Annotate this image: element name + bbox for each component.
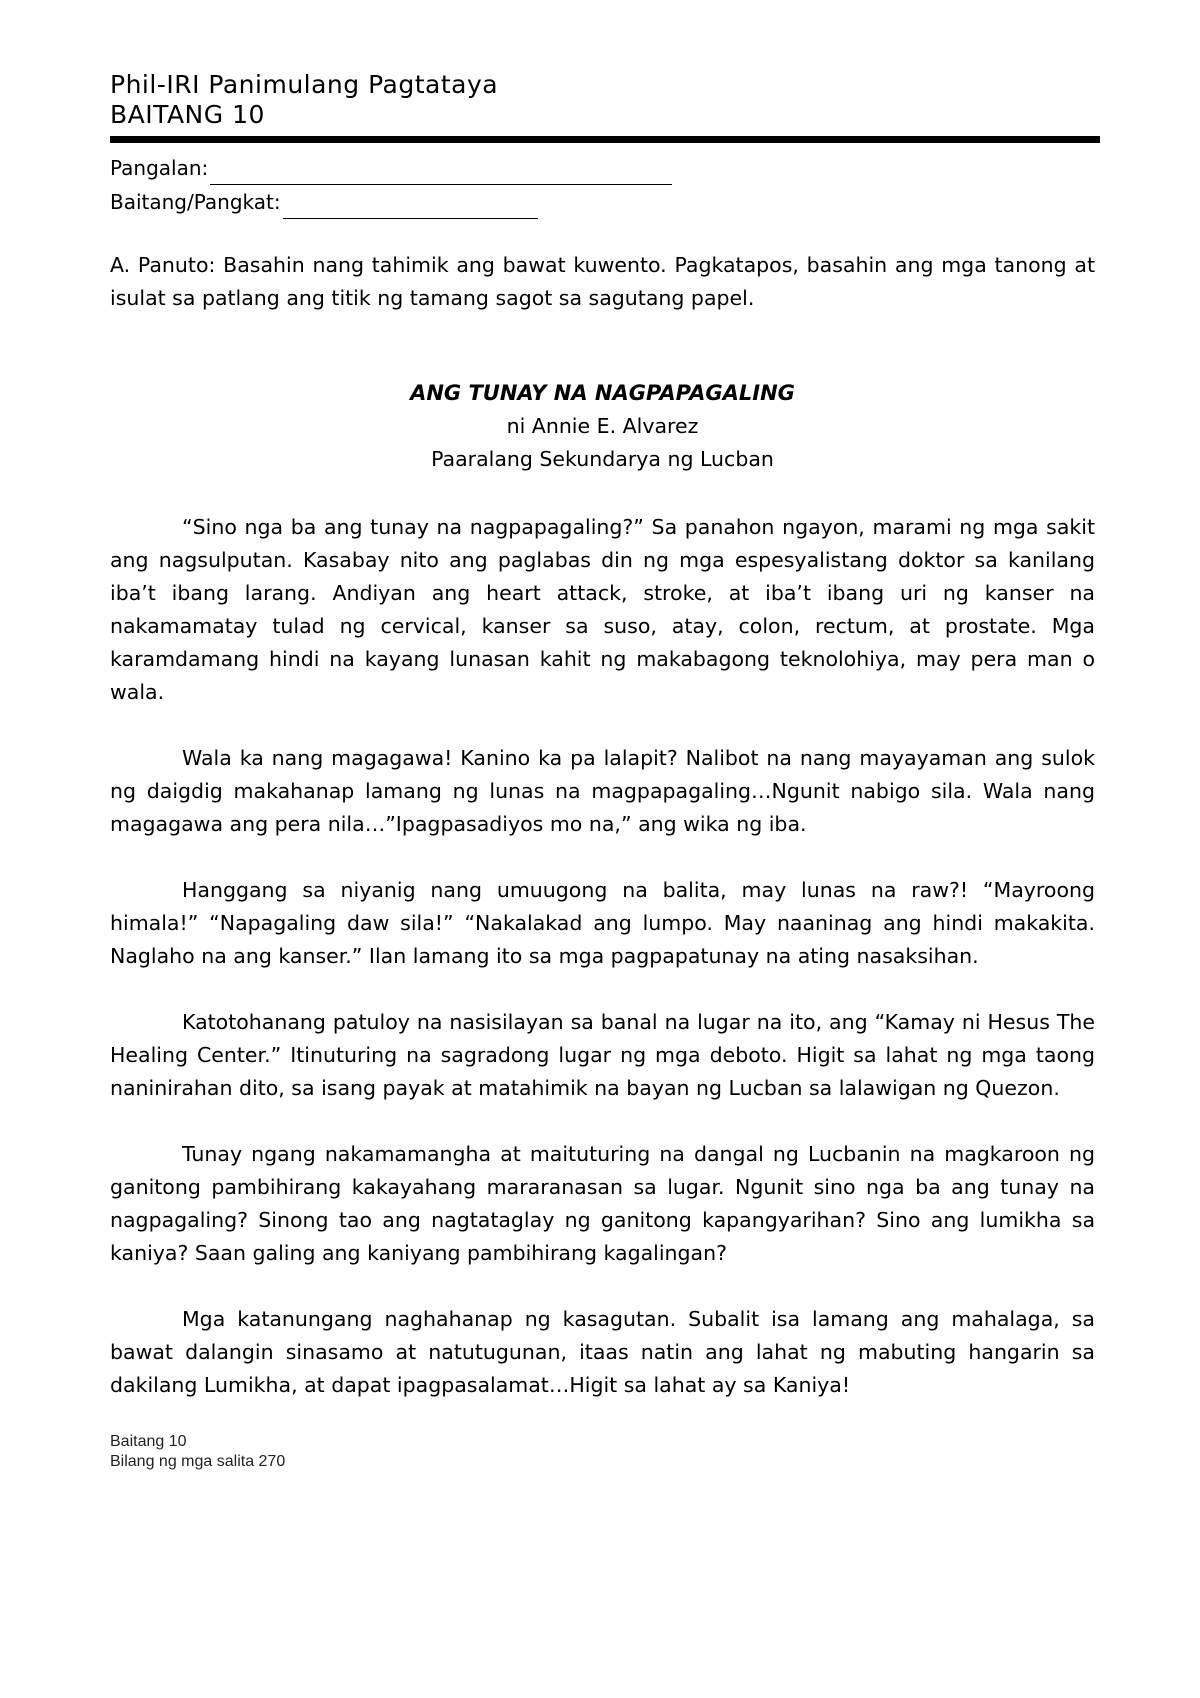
footer-word-count: Bilang ng mga salita 270 <box>110 1453 286 1470</box>
name-field <box>110 151 1095 185</box>
section-label: Baitang/Pangkat: <box>110 190 281 214</box>
story-author: ni Annie E. Alvarez <box>506 414 699 438</box>
name-blank[interactable] <box>210 162 672 185</box>
page-footer <box>110 1432 1095 1472</box>
name-label: Pangalan: <box>110 156 209 180</box>
worksheet-page <box>110 70 1095 1472</box>
story-school: Paaralang Sekundarya ng Lucban <box>431 447 774 471</box>
header-title: Phil-IRI Panimulang Pagtataya <box>110 70 499 99</box>
header-grade: BAITANG 10 <box>110 100 265 129</box>
story-paragraph: Tunay ngang nakamamangha at maituturing na dangal ng Lucbanin na magkaroon ng ganitong pambihirang kakayahang mararanasan sa lugar. Ngunit sino nga ba ang tunay na nagpagaling? Sinong tao ang nagtataglay ng ganitong kapangyarihan? Sino ang lumikha sa kaniya? Saan galing ang kaniyang pambihirang kagalingan? <box>110 1142 1095 1265</box>
section-field <box>110 185 1095 219</box>
story-paragraph: Wala ka nang magagawa! Kanino ka pa lalapit? Nalibot na nang mayayaman ang sulok ng daigdig makahanap lamang ng lunas na magpapagaling…Ngunit nabigo sila. Wala nang magagawa ang pera nila…”Ipagpasadiyos mo na,” ang wika ng iba. <box>110 746 1095 836</box>
instructions: A. Panuto: Basahin nang tahimik ang bawat kuwento. Pagkatapos, basahin ang mga tanong at isulat sa patlang ang titik ng tamang sagot sa sagutang papel. <box>110 253 1095 310</box>
story-paragraph: “Sino nga ba ang tunay na nagpapagaling?” Sa panahon ngayon, marami ng mga sakit ang nagsulputan. Kasabay nito ang paglabas din ng mga espesyalistang doktor sa kanilang iba’t ibang larang. Andiyan ang heart attack, stroke, at iba’t ibang uri ng kanser na nakamamatay tulad ng cervical, kanser sa suso, atay, colon, rectum, at prostate. Mga karamdamang hindi na kayang lunasan kahit ng makabagong teknolohiya, may pera man o wala. <box>110 515 1095 704</box>
student-fields <box>110 151 1095 219</box>
story-paragraph: Katotohanang patuloy na nasisilayan sa banal na lugar na ito, ang “Kamay ni Hesus The Healing Center.” Itinuturing na sagradong lugar ng mga deboto. Higit sa lahat ng mga taong naninirahan dito, sa isang payak at matahimik na bayan ng Lucban sa lalawigan ng Quezon. <box>110 1010 1095 1100</box>
story-title: ANG TUNAY NA NAGPAPAGALING <box>410 381 795 405</box>
story-body <box>110 511 1095 1402</box>
header-rule <box>110 136 1100 143</box>
section-blank[interactable] <box>283 196 538 219</box>
story-heading <box>110 377 1095 476</box>
story-paragraph: Mga katanungang naghahanap ng kasagutan. Subalit isa lamang ang mahalaga, sa bawat dalangin sinasamo at natutugunan, itaas natin ang lahat ng mabuting hangarin sa dakilang Lumikha, at dapat ipagpasalamat…Higit sa lahat ay sa Kaniya! <box>110 1307 1095 1397</box>
footer-grade: Baitang 10 <box>110 1433 187 1450</box>
story-paragraph: Hanggang sa niyanig nang umuugong na balita, may lunas na raw?! “Mayroong himala!” “Napagaling daw sila!” “Nakalakad ang lumpo. May naaninag ang hindi makakita. Naglaho na ang kanser.” Ilan lamang ito sa mga pagpapatunay na ating nasaksihan. <box>110 878 1095 968</box>
